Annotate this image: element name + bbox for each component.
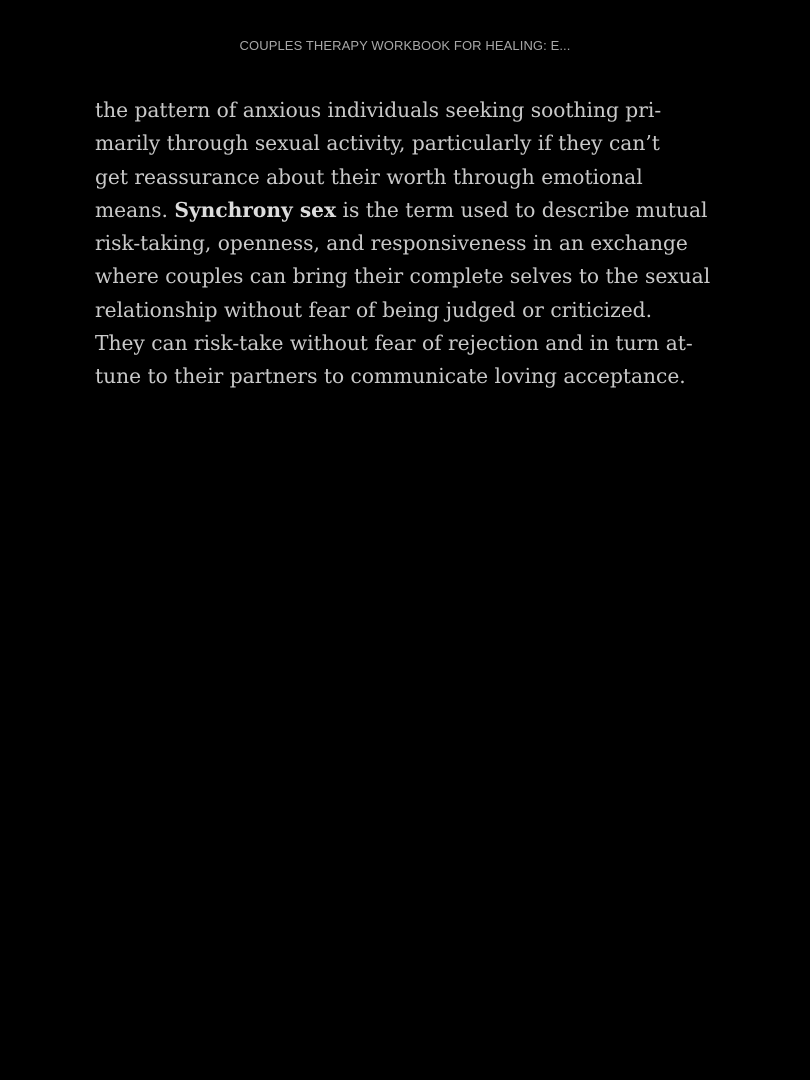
text-segment: is the term used to describe mutual	[336, 197, 708, 222]
text-segment: means.	[95, 197, 175, 222]
reading-page	[95, 94, 720, 393]
text-line: where couples can bring their complete selves to the sexual	[95, 264, 711, 289]
text-line: They can risk-take without fear of rejection and in turn at-	[95, 330, 693, 355]
bold-term: Synchrony sex	[174, 197, 337, 222]
text-line: get reassurance about their worth through emotional	[95, 164, 643, 189]
text-line: tune to their partners to communicate loving acceptance.	[95, 364, 686, 388]
text-line: risk-taking, openness, and responsiveness in an exchange	[95, 231, 688, 255]
book-title-header[interactable]: COUPLES THERAPY WORKBOOK FOR HEALING: E...	[239, 38, 571, 53]
text-line	[95, 194, 720, 227]
text-line: marily through sexual activity, particularly if they can’t	[95, 131, 660, 156]
text-line: relationship without fear of being judged or criticized.	[95, 297, 653, 322]
text-line: the pattern of anxious individuals seeking soothing pri-	[95, 98, 662, 122]
